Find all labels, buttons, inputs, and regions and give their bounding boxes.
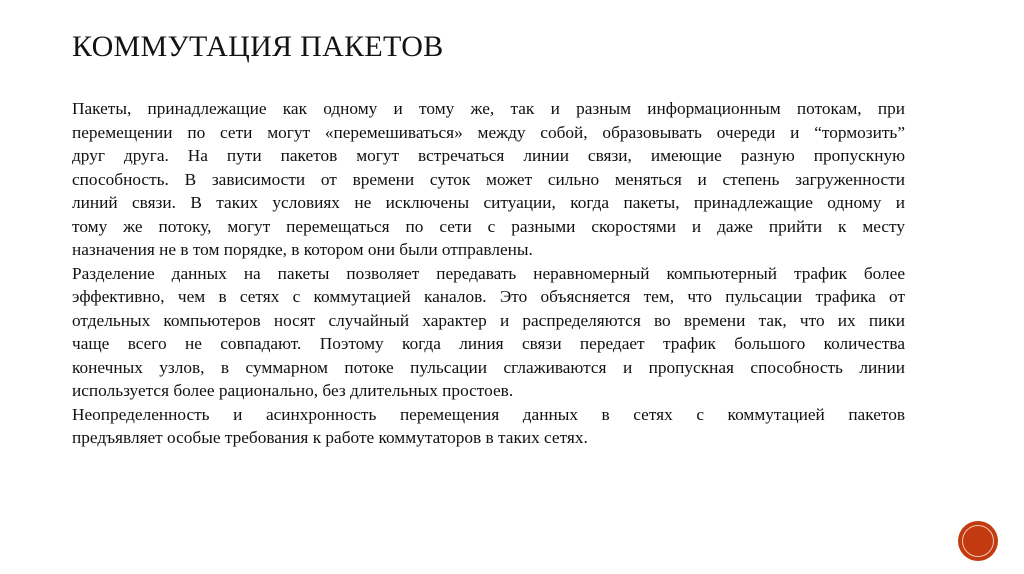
body-line: друг друга. На пути пакетов могут встречаться линии связи, имеющие разную пропускную	[72, 146, 905, 165]
body-line: отдельных компьютеров носят случайный характер и распределяются во времени так, что их пики	[72, 310, 905, 330]
body-line: конечных узлов, в суммарном потоке пульсации сглаживаются и пропускная способность линии	[72, 357, 905, 377]
body-line: назначения не в том порядке, в котором они были отправлены.	[72, 240, 533, 259]
slide-title: КОММУТАЦИЯ ПАКЕТОВ	[72, 30, 444, 63]
slide-nav-circle-icon[interactable]	[959, 522, 997, 560]
body-line: Пакеты, принадлежащие как одному и тому же, так и разным информационным потокам, при	[72, 99, 905, 118]
body-line: предъявляет особые требования к работе коммутаторов в таких сетях.	[72, 428, 588, 447]
body-line: линий связи. В таких условиях не исключены ситуации, когда пакеты, принадлежащие одному и	[72, 193, 905, 212]
body-line: способность. В зависимости от времени суток может сильно меняться и степень загруженности	[72, 169, 905, 189]
body-line: эффективно, чем в сетях с коммутацией каналов. Это объясняется тем, что пульсации трафика от	[72, 287, 905, 306]
slide-body	[72, 97, 905, 450]
body-line: чаще всего не совпадают. Поэтому когда линия связи передает трафик большого количества	[72, 334, 905, 353]
body-line: Разделение данных на пакеты позволяет передавать неравномерный компьютерный трафик более	[72, 263, 905, 283]
body-line: используется более рационально, без длительных простоев.	[72, 381, 514, 400]
body-line: Неопределенность и асинхронность перемещения данных в сетях с коммутацией пакетов	[72, 404, 905, 424]
body-line: тому же потоку, могут перемещаться по сети с разными скоростями и даже прийти к месту	[72, 216, 905, 236]
body-line: перемещении по сети могут «перемешиваться» между собой, образовывать очереди и “тормозить”	[72, 122, 905, 142]
